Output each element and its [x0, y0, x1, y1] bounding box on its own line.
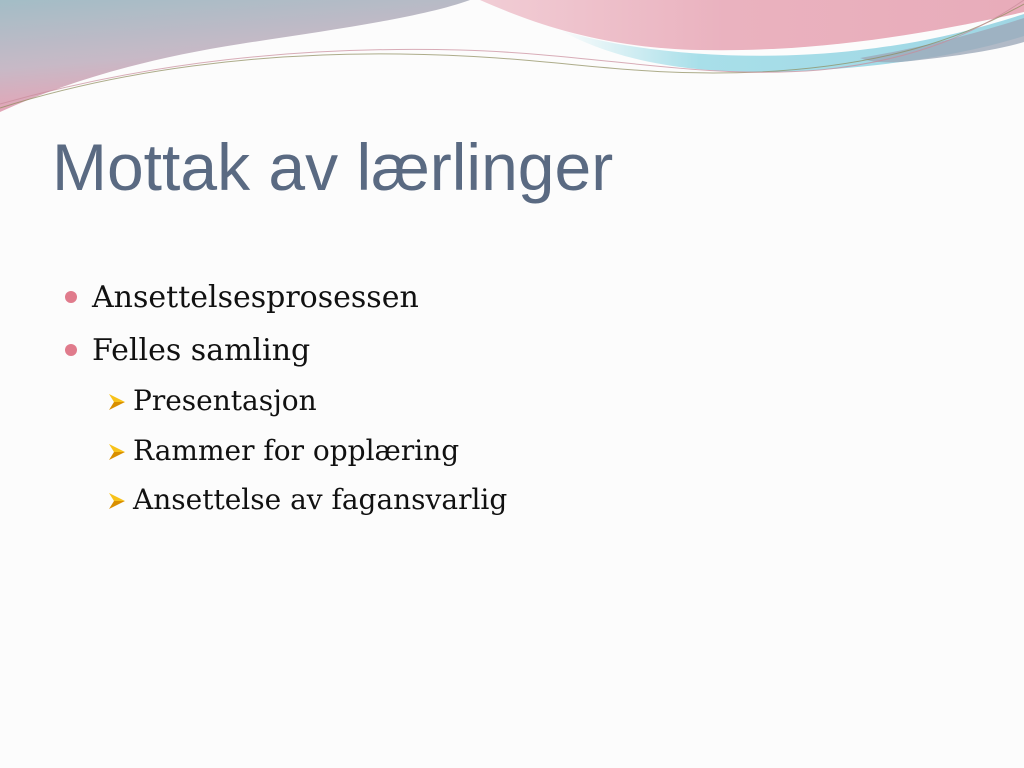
arrowhead-bullet-icon	[109, 493, 125, 509]
sub-bullet-text: Rammer for opplæring	[133, 434, 460, 467]
pink-dot-bullet-icon	[65, 344, 77, 356]
sub-bullet-text: Ansettelse av fagansvarlig	[133, 483, 508, 516]
arrowhead-bullet-icon	[109, 444, 125, 460]
sub-bullet-text: Presentasjon	[133, 384, 317, 417]
bullet-item	[0, 278, 900, 318]
bullet-item	[0, 331, 900, 371]
sub-bullet-item	[0, 481, 900, 519]
sub-bullet-item	[0, 432, 900, 470]
bullet-text: Ansettelsesprosessen	[92, 280, 419, 315]
pink-dot-bullet-icon	[65, 291, 77, 303]
sub-bullet-item	[0, 382, 900, 420]
arrowhead-bullet-icon	[109, 394, 125, 410]
bullet-text: Felles samling	[92, 333, 311, 368]
slide-title: Mottak av lærlinger	[52, 130, 614, 204]
